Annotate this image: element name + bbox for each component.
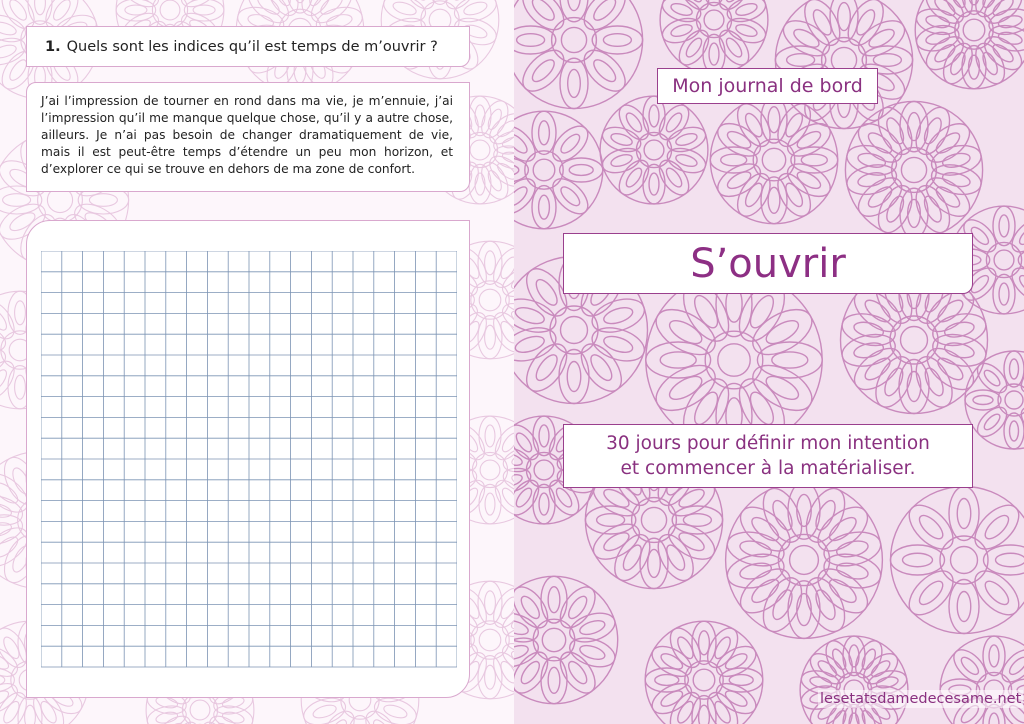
site-url: lesetatsdamedecesame.net [820, 691, 1022, 707]
subtitle-line-1: 30 jours pour définir mon intention [606, 433, 930, 454]
drawing-grid [41, 251, 457, 669]
grid-box[interactable] [26, 220, 470, 698]
subtitle-line-2: et commencer à la matérialiser. [620, 458, 916, 479]
answer-text: J’ai l’impression de tourner en rond dans ma vie, je m’ennuie, j’ai l’impression qu’il me manque quelque chose, qu’il y a autre chose, ailleurs. Je n’ai pas besoin de changer dramatiquement de vie, mais il est peut-être temps d’étendre un peu mon horizon, et d’explorer ce qui se trouve en dehors de ma zone de confort. [41, 94, 453, 176]
page-title-text: S’ouvrir [690, 240, 846, 287]
mandala-pattern-icon [514, 0, 1024, 724]
journal-label [657, 68, 878, 104]
subtitle-box [563, 424, 973, 488]
page-title [563, 233, 973, 294]
question-number: 1. [45, 38, 61, 55]
question-text: Quels sont les indices qu’il est temps de m’ouvrir ? [66, 38, 438, 55]
right-page [514, 0, 1024, 724]
answer-box[interactable] [26, 82, 470, 192]
question-box [26, 26, 470, 67]
journal-label-text: Mon journal de bord [672, 75, 863, 97]
